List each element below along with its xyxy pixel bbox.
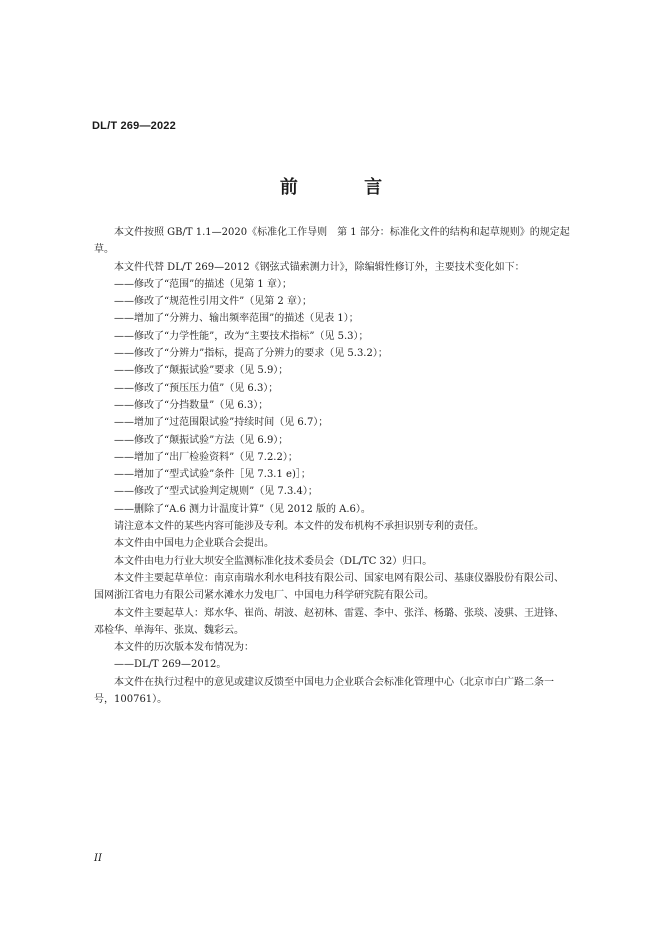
patent-notice: 请注意本文件的某些内容可能涉及专利。本文件的发布机构不承担识别专利的责任。 bbox=[114, 521, 484, 533]
history-heading: 本文件的历次版本发布情况为： bbox=[114, 642, 254, 654]
feedback-statement: 本文件在执行过程中的意见或建议反馈至中国电力企业联合会标准化管理中心（北京市白广路二条一号，100761）。 bbox=[94, 676, 554, 706]
change-item: ——修改了“型式试验判定规则”（见 7.3.4）； bbox=[114, 486, 318, 498]
page-number: II bbox=[94, 853, 102, 864]
change-item: ——修改了“分辨力”指标，提高了分辨力的要求（见 5.3.2）； bbox=[114, 348, 388, 360]
change-item: ——修改了“范围”的描述（见第 1 章）； bbox=[114, 278, 292, 290]
change-item: ——增加了“过范围限试验”持续时间（见 6.7）； bbox=[114, 417, 329, 429]
change-item: ——修改了“预压压力值”（见 6.3）； bbox=[114, 382, 279, 394]
foreword-body bbox=[94, 224, 572, 708]
drafters: 本文件主要起草人：郑水华、崔尚、胡波、赵初林、雷霆、李中、张洋、杨璐、张琰、凌骐、王进锋、邓检华、单海年、张岚、魏彩云。 bbox=[94, 607, 564, 636]
page-title: 前 言 bbox=[279, 177, 413, 198]
change-item: ——删除了“A.6 测力计温度计算”（见 2012 版的 A.6）。 bbox=[114, 503, 371, 515]
change-item: ——修改了“力学性能”，改为“主要技术指标”（见 5.3）； bbox=[114, 330, 369, 342]
change-item: ——修改了“颠振试验”方法（见 6.9）； bbox=[114, 434, 289, 446]
change-list bbox=[94, 276, 572, 518]
proposer-statement: 本文件由中国电力企业联合会提出。 bbox=[114, 538, 274, 550]
intro-paragraph: 本文件代替 DL/T 269—2012《钢弦式锚索测力计》，除编辑性修订外，主要技术变化如下： bbox=[114, 261, 525, 273]
document-code-header: DL/T 269—2022 bbox=[92, 120, 176, 132]
change-item: ——增加了“型式试验”条件［见 7.3.1 e)］； bbox=[114, 469, 311, 481]
change-item: ——增加了“出厂检验资料”（见 7.2.2）； bbox=[114, 451, 298, 463]
change-item: ——修改了“分挡数量”（见 6.3）； bbox=[114, 399, 269, 411]
history-item: ——DL/T 269—2012。 bbox=[114, 659, 227, 671]
drafting-units: 本文件主要起草单位：南京南瑞水利水电科技有限公司、国家电网有限公司、基康仪器股份有限公司、国网浙江省电力有限公司紧水滩水力发电厂、中国电力科学研究院有限公司。 bbox=[94, 572, 564, 602]
change-item: ——修改了“颠振试验”要求（见 5.9）； bbox=[114, 365, 289, 377]
change-item: ——修改了“规范性引用文件”（见第 2 章）； bbox=[114, 296, 312, 308]
committee-statement: 本文件由电力行业大坝安全监测标准化技术委员会（DL/TC 32）归口。 bbox=[114, 555, 433, 567]
intro-paragraph: 本文件按照 GB/T 1.1—2020《标准化工作导则 第 1 部分：标准化文件的结构和起草规则》的规定起草。 bbox=[94, 227, 570, 256]
change-item: ——增加了“分辨力、输出频率范围”的描述（见表 1）； bbox=[114, 313, 359, 325]
